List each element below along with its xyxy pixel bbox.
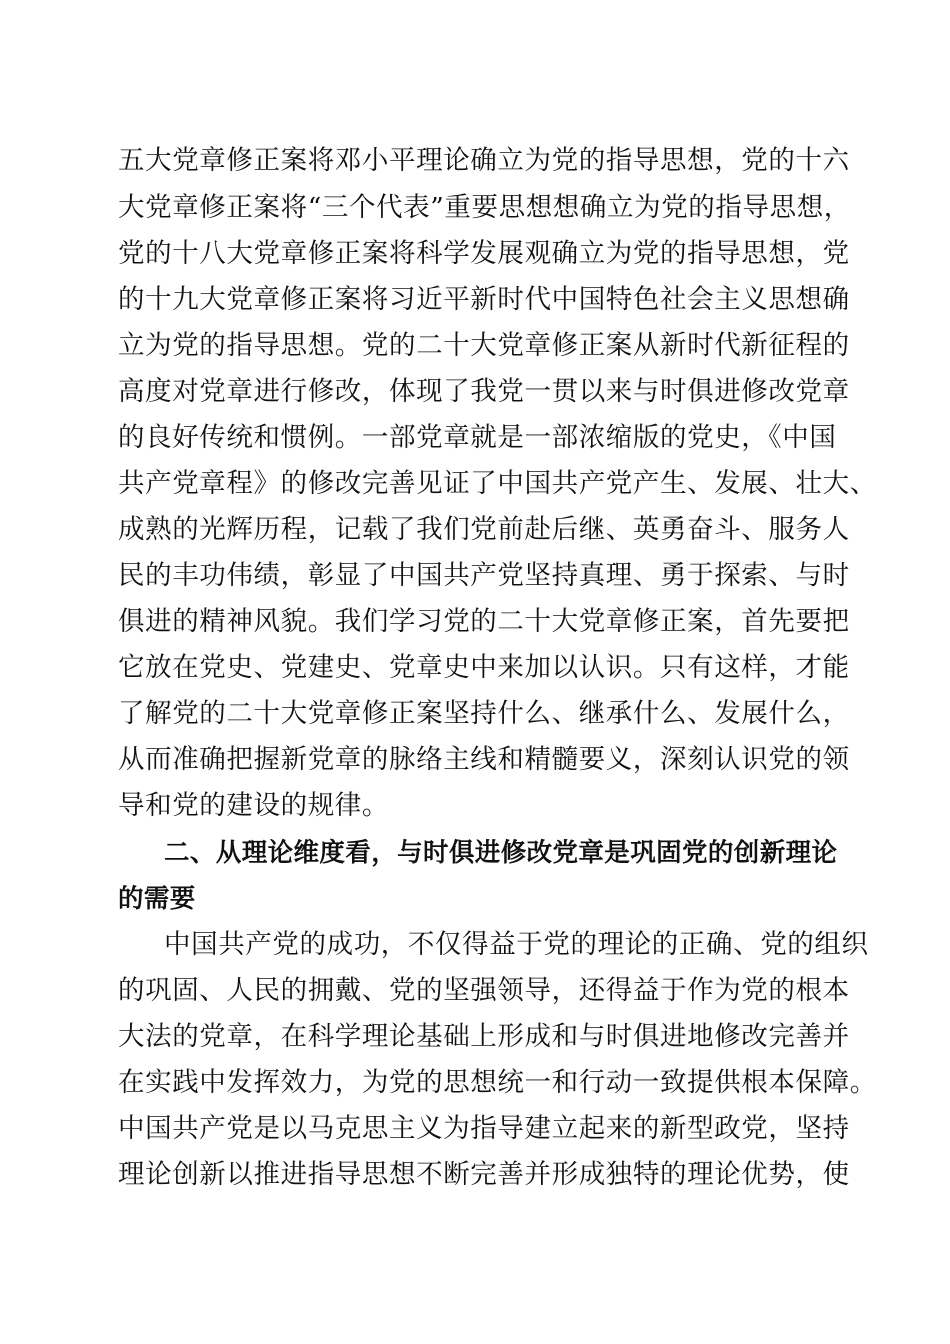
paragraph-1-line: 成熟的光辉历程，记载了我们党前赴后继、英勇奋斗、服务人 — [118, 514, 850, 545]
paragraph-1-line: 俱进的精神风貌。我们学习党的二十大党章修正案，首先要把 — [118, 606, 850, 637]
paragraph-1-line: 导和党的建设的规律。 — [118, 790, 389, 821]
paragraph-1-line: 了解党的二十大党章修正案坚持什么、继承什么、发展什么， — [118, 698, 850, 729]
paragraph-1-line: 从而准确把握新党章的脉络主线和精髓要义，深刻认识党的领 — [118, 744, 850, 775]
paragraph-2-line: 在实践中发挥效力，为党的思想统一和行动一致提供根本保障。 — [118, 1067, 877, 1098]
paragraph-1-line: 大党章修正案将“三个代表”重要思想想确立为党的指导思想， — [118, 192, 851, 223]
paragraph-1-line: 它放在党史、党建史、党章史中来加以认识。只有这样，才能 — [118, 652, 850, 683]
paragraph-2-line: 中国共产党的成功，不仅得益于党的理论的正确、党的组织 — [164, 929, 869, 960]
section-heading-line: 的需要 — [118, 884, 196, 914]
paragraph-2-line: 的巩固、人民的拥戴、党的坚强领导，还得益于作为党的根本 — [118, 975, 850, 1006]
paragraph-1-line: 党的十八大党章修正案将科学发展观确立为党的指导思想，党 — [118, 238, 850, 269]
paragraph-1-line: 立为党的指导思想。党的二十大党章修正案从新时代新征程的 — [118, 330, 850, 361]
paragraph-1-line: 共产党章程》的修改完善见证了中国共产党产生、发展、壮大、 — [118, 468, 877, 499]
paragraph-1-line: 的良好传统和惯例。一部党章就是一部浓缩版的党史，《中国 — [118, 422, 837, 453]
paragraph-2-line: 大法的党章，在科学理论基础上形成和与时俱进地修改完善并 — [118, 1021, 850, 1052]
section-heading-line: 二、从理论维度看，与时俱进修改党章是巩固党的创新理论 — [164, 838, 838, 868]
paragraph-1-line: 高度对党章进行修改，体现了我党一贯以来与时俱进修改党章 — [118, 376, 850, 407]
paragraph-2-line: 理论创新以推进指导思想不断完善并形成独特的理论优势，使 — [118, 1159, 850, 1190]
paragraph-1-line: 民的丰功伟绩，彰显了中国共产党坚持真理、勇于探索、与时 — [118, 560, 850, 591]
paragraph-2-line: 中国共产党是以马克思主义为指导建立起来的新型政党，坚持 — [118, 1113, 850, 1144]
paragraph-1-line: 的十九大党章修正案将习近平新时代中国特色社会主义思想确 — [118, 284, 850, 315]
paragraph-1-line: 五大党章修正案将邓小平理论确立为党的指导思想，党的十六 — [118, 145, 850, 176]
